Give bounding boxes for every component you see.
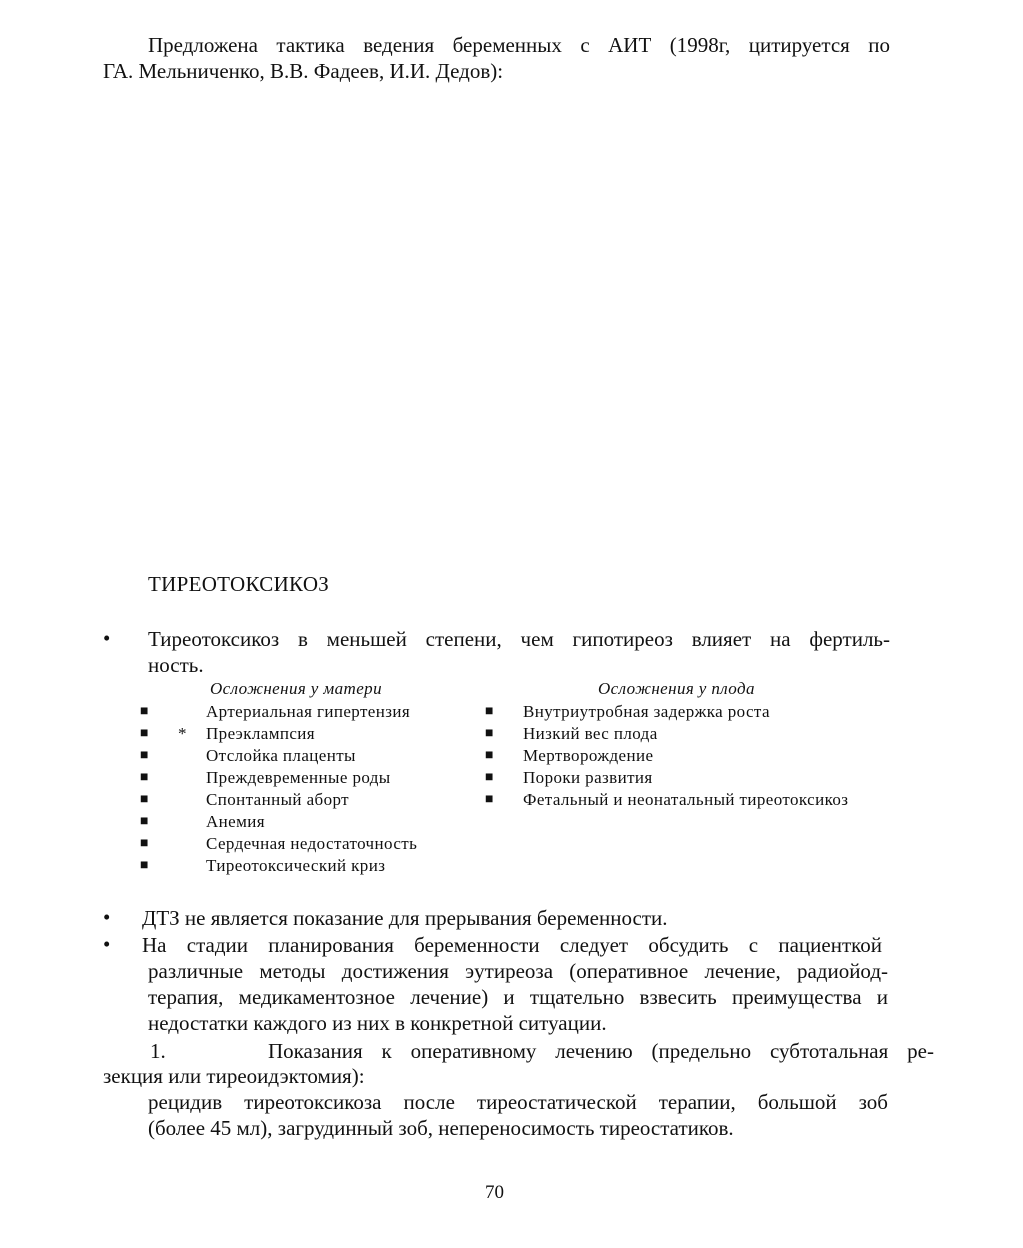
list-square-marker: ■ bbox=[140, 704, 149, 719]
intro-line-2: ГА. Мельниченко, В.В. Фадеев, И.И. Дедов): bbox=[103, 59, 504, 83]
list-item: Низкий вес плода bbox=[523, 724, 658, 743]
list-square-marker: ■ bbox=[140, 858, 149, 873]
page-number: 70 bbox=[485, 1182, 504, 1203]
bullet3-line-1: На стадии планирования беременности следует обсудить с пациенткой bbox=[142, 933, 882, 957]
list-item: Сердечная недостаточность bbox=[206, 834, 418, 853]
list-item: Артериальная гипертензия bbox=[206, 702, 411, 721]
list-square-marker: ■ bbox=[485, 748, 494, 763]
list-item: Отслойка плаценты bbox=[206, 746, 356, 765]
bullet1-line-1: Тиреотоксикоз в меньшей степени, чем гипотиреоз влияет на фертиль- bbox=[148, 627, 890, 651]
fetus-complications-heading: Осложнения у плода bbox=[598, 679, 755, 698]
bullet3-line-2: различные методы достижения эутиреоза (оперативное лечение, радиойод- bbox=[148, 959, 888, 983]
list-square-marker: ■ bbox=[140, 792, 149, 807]
list-asterisk-marker: * bbox=[178, 724, 187, 743]
list-square-marker: ■ bbox=[485, 792, 494, 807]
list-square-marker: ■ bbox=[140, 836, 149, 851]
bullet1-line-2: ность. bbox=[148, 653, 204, 677]
list-square-marker: ■ bbox=[140, 748, 149, 763]
bullet2-text: ДТЗ не является показание для прерывания беременности. bbox=[142, 906, 668, 930]
list-square-marker: ■ bbox=[140, 770, 149, 785]
bullet-marker: • bbox=[103, 932, 111, 956]
bullet-marker: • bbox=[103, 905, 111, 929]
list-square-marker: ■ bbox=[140, 814, 149, 829]
numbered-line-2: зекция или тиреоидэктомия): bbox=[103, 1064, 365, 1088]
intro-line-1: Предложена тактика ведения беременных с АИТ (1998г, цитируется по bbox=[148, 33, 890, 57]
list-square-marker: ■ bbox=[485, 770, 494, 785]
mother-complications-heading: Осложнения у матери bbox=[210, 679, 382, 698]
list-item: Преждевременные роды bbox=[206, 768, 391, 787]
list-square-marker: ■ bbox=[485, 704, 494, 719]
list-square-marker: ■ bbox=[140, 726, 149, 741]
numbered-line-4: (более 45 мл), загрудинный зоб, непереносимость тиреостатиков. bbox=[148, 1116, 734, 1140]
list-item: Спонтанный аборт bbox=[206, 790, 349, 809]
list-item: Внутриутробная задержка роста bbox=[523, 702, 770, 721]
list-item: Тиреотоксический криз bbox=[206, 856, 386, 875]
section-title: ТИРЕОТОКСИКОЗ bbox=[148, 572, 330, 596]
list-item: Преэклампсия bbox=[206, 724, 316, 743]
bullet3-line-3: терапия, медикаментозное лечение) и тщательно взвесить преимущества и bbox=[148, 985, 888, 1009]
list-item: Анемия bbox=[206, 812, 265, 831]
numbered-line-3: рецидив тиреотоксикоза после тиреостатической терапии, большой зоб bbox=[148, 1090, 888, 1114]
numbered-line-1: Показания к оперативному лечению (предельно субтотальная ре- bbox=[268, 1039, 934, 1063]
bullet3-line-4: недостатки каждого из них в конкретной ситуации. bbox=[148, 1011, 607, 1035]
bullet-marker: • bbox=[103, 626, 111, 650]
list-square-marker: ■ bbox=[485, 726, 494, 741]
list-item: Фетальный и неонатальный тиреотоксикоз bbox=[523, 790, 849, 809]
list-item: Мертворождение bbox=[523, 746, 654, 765]
numbered-item-number: 1. bbox=[150, 1039, 166, 1063]
list-item: Пороки развития bbox=[523, 768, 653, 787]
